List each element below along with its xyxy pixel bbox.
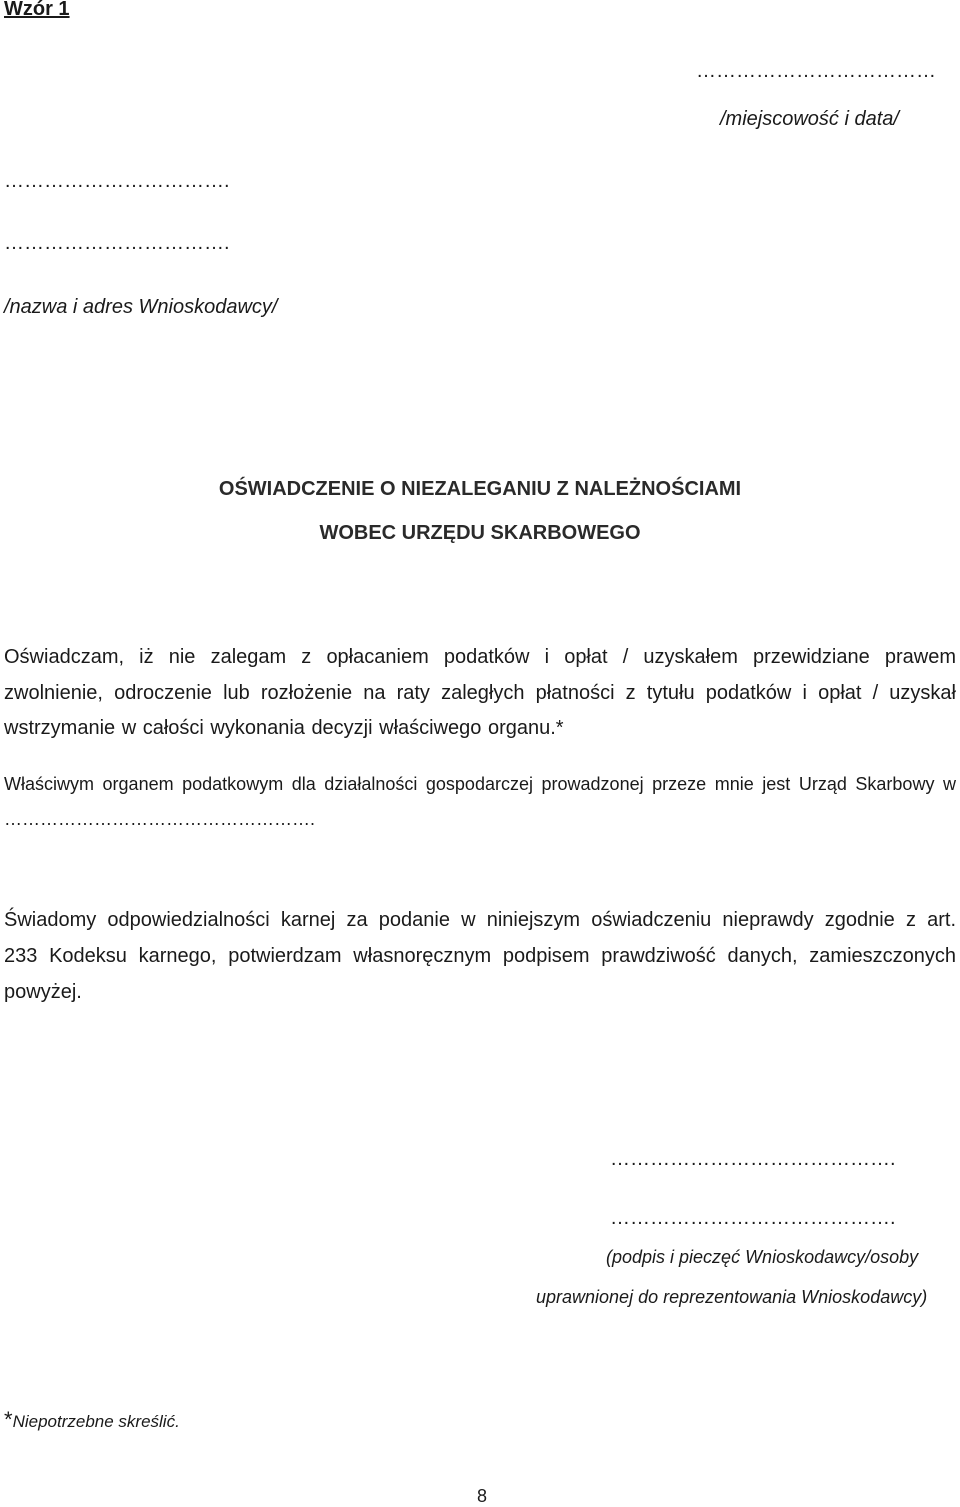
applicant-dots-2: ……………………………. <box>4 232 230 254</box>
tax-office-paragraph: Właściwym organem podatkowym dla działalności gospodarczej prowadzonej przeze mnie jest Urząd Skarbowy w ……………………………………………. <box>4 774 956 829</box>
signature-dots-1: ……………………………………. <box>610 1148 896 1170</box>
applicant-dots-1: ……………………………. <box>4 170 230 192</box>
footnote-marker: * <box>4 1407 13 1432</box>
liability-paragraph: Świadomy odpowiedzialności karnej za podanie w niniejszym oświadczeniu nieprawdy zgodnie z art. 233 Kodeksu karnego, potwierdzam własnoręcznym podpisem prawdziwość danych, zamieszczonych powyżej. <box>4 909 956 1003</box>
applicant-caption: /nazwa i adres Wnioskodawcy/ <box>4 296 278 318</box>
page-number: 8 <box>476 1486 487 1506</box>
place-date-caption: /miejscowość i data/ <box>720 108 899 130</box>
signature-dots-2: ……………………………………. <box>610 1207 896 1229</box>
document-title-line-2: WOBEC URZĘDU SKARBOWEGO <box>319 522 641 544</box>
signature-caption-line-1: (podpis i pieczęć Wnioskodawcy/osoby <box>606 1247 919 1267</box>
place-date-dots: ……………………………… <box>696 60 936 82</box>
footnote-text: Niepotrzebne skreślić. <box>12 1412 180 1431</box>
footnote <box>4 1407 180 1433</box>
document-title-line-1: OŚWIADCZENIE O NIEZALEGANIU Z NALEŻNOŚCIAMI <box>218 478 742 500</box>
signature-caption-line-2: uprawnionej do reprezentowania Wnioskodawcy) <box>536 1287 928 1307</box>
declaration-paragraph: Oświadczam, iż nie zalegam z opłacaniem podatków i opłat / uzyskałem przewidziane prawem zwolnienie, odroczenie lub rozłożenie na raty zaległych płatności z tytułu podatków i opłat / uzyskał wstrzymanie w całości wykonania decyzji właściwego organu.* <box>4 646 956 739</box>
form-label: Wzór 1 <box>4 0 70 20</box>
